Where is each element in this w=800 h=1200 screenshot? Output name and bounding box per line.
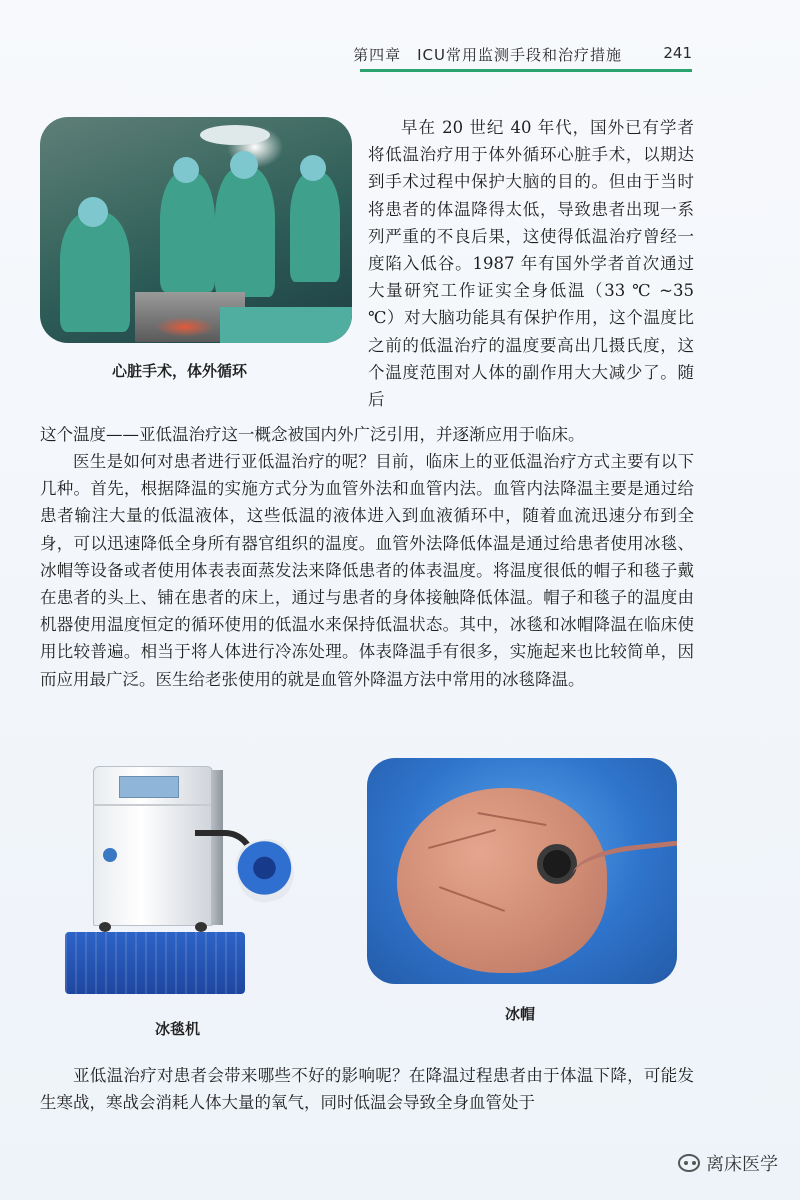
surgical-lamp	[200, 125, 270, 145]
ice-cap-caption: 冰帽	[505, 1005, 536, 1023]
ice-blanket-machine-image	[55, 760, 305, 1000]
surgeon-head	[173, 157, 199, 183]
blood-circuit	[155, 317, 215, 337]
paragraph-1-continued: 这个温度——亚低温治疗这一概念被国内外广泛引用，并逐渐应用于临床。	[40, 425, 585, 444]
page-number: 241	[663, 44, 692, 62]
machine-wheel	[195, 922, 207, 932]
surgical-drape	[220, 307, 352, 343]
surgeon-figure	[60, 212, 130, 332]
machine-screen	[119, 776, 179, 798]
ice-blanket-caption: 冰毯机	[155, 1020, 201, 1038]
cooling-cap	[232, 836, 298, 907]
chapter-title: 第四章 ICU常用监测手段和治疗措施	[353, 46, 622, 64]
cooling-blanket	[65, 932, 245, 994]
surgeon-head	[230, 151, 258, 179]
surgery-caption: 心脏手术，体外循环	[112, 362, 248, 380]
machine-panel-line	[93, 804, 211, 806]
header-rule	[360, 69, 692, 72]
surgeon-figure	[215, 167, 275, 297]
machine-logo	[103, 848, 117, 862]
wechat-icon	[678, 1154, 700, 1172]
paragraph-3: 亚低温治疗对患者会带来哪些不好的影响呢？在降温过程患者由于体温下降，可能发生寒战，寒战会消耗人体大量的氧气，同时低温会导致全身血管处于	[40, 1066, 694, 1113]
ice-cap-photo	[367, 758, 677, 984]
surgeon-figure	[160, 172, 215, 292]
surgery-photo	[40, 117, 352, 343]
surgeon-head	[78, 197, 108, 227]
watermark-text: 离床医学	[706, 1154, 778, 1175]
watermark	[678, 1150, 778, 1176]
paragraph-1: 早在 20 世纪 40 年代，国外已有学者将低温治疗用于体外循环心脏手术，以期达到手术过程中保护大脑的目的。但由于当时将患者的体温降得太低，导致患者出现一系列严重的不良后果，这使得低温治疗曾经一度陷入低谷。1987 年有国外学者首次通过大量研究工作证实全身低温（33 ℃ ~35 ℃）对大脑功能具有保护作用，这个温度比之前的低温治疗的温度要高出几摄氏度，这个温度范围对人体的副作用大大减少了。随后	[368, 118, 694, 410]
cap-port	[537, 844, 577, 884]
surgeon-head	[300, 155, 326, 181]
machine-wheel	[99, 922, 111, 932]
paragraph-2: 医生是如何对患者进行亚低温治疗的呢？目前，临床上的亚低温治疗方式主要有以下几种。首先，根据降温的实施方式分为血管外法和血管内法。血管内法降温主要是通过给患者输注大量的低温液体，这些低温的液体进入到血液循环中，随着血流迅速分布到全身，可以迅速降低全身所有器官组织的温度。血管外法降低体温是通过给患者使用冰毯、冰帽等设备或者使用体表表面蒸发法来降低患者的体表温度。将温度很低的帽子和毯子戴在患者的头上、铺在患者的床上，通过与患者的身体接触降低体温。帽子和毯子的温度由机器使用温度恒定的循环使用的低温水来保持低温状态。其中，冰毯和冰帽降温在临床使用比较普遍。相当于将人体进行冷冻处理。体表降温手有很多，实施起来也比较简单，因而应用最广泛。医生给老张使用的就是血管外降温方法中常用的冰毯降温。	[40, 452, 694, 689]
page-header	[40, 42, 692, 72]
surgeon-figure	[290, 172, 340, 282]
